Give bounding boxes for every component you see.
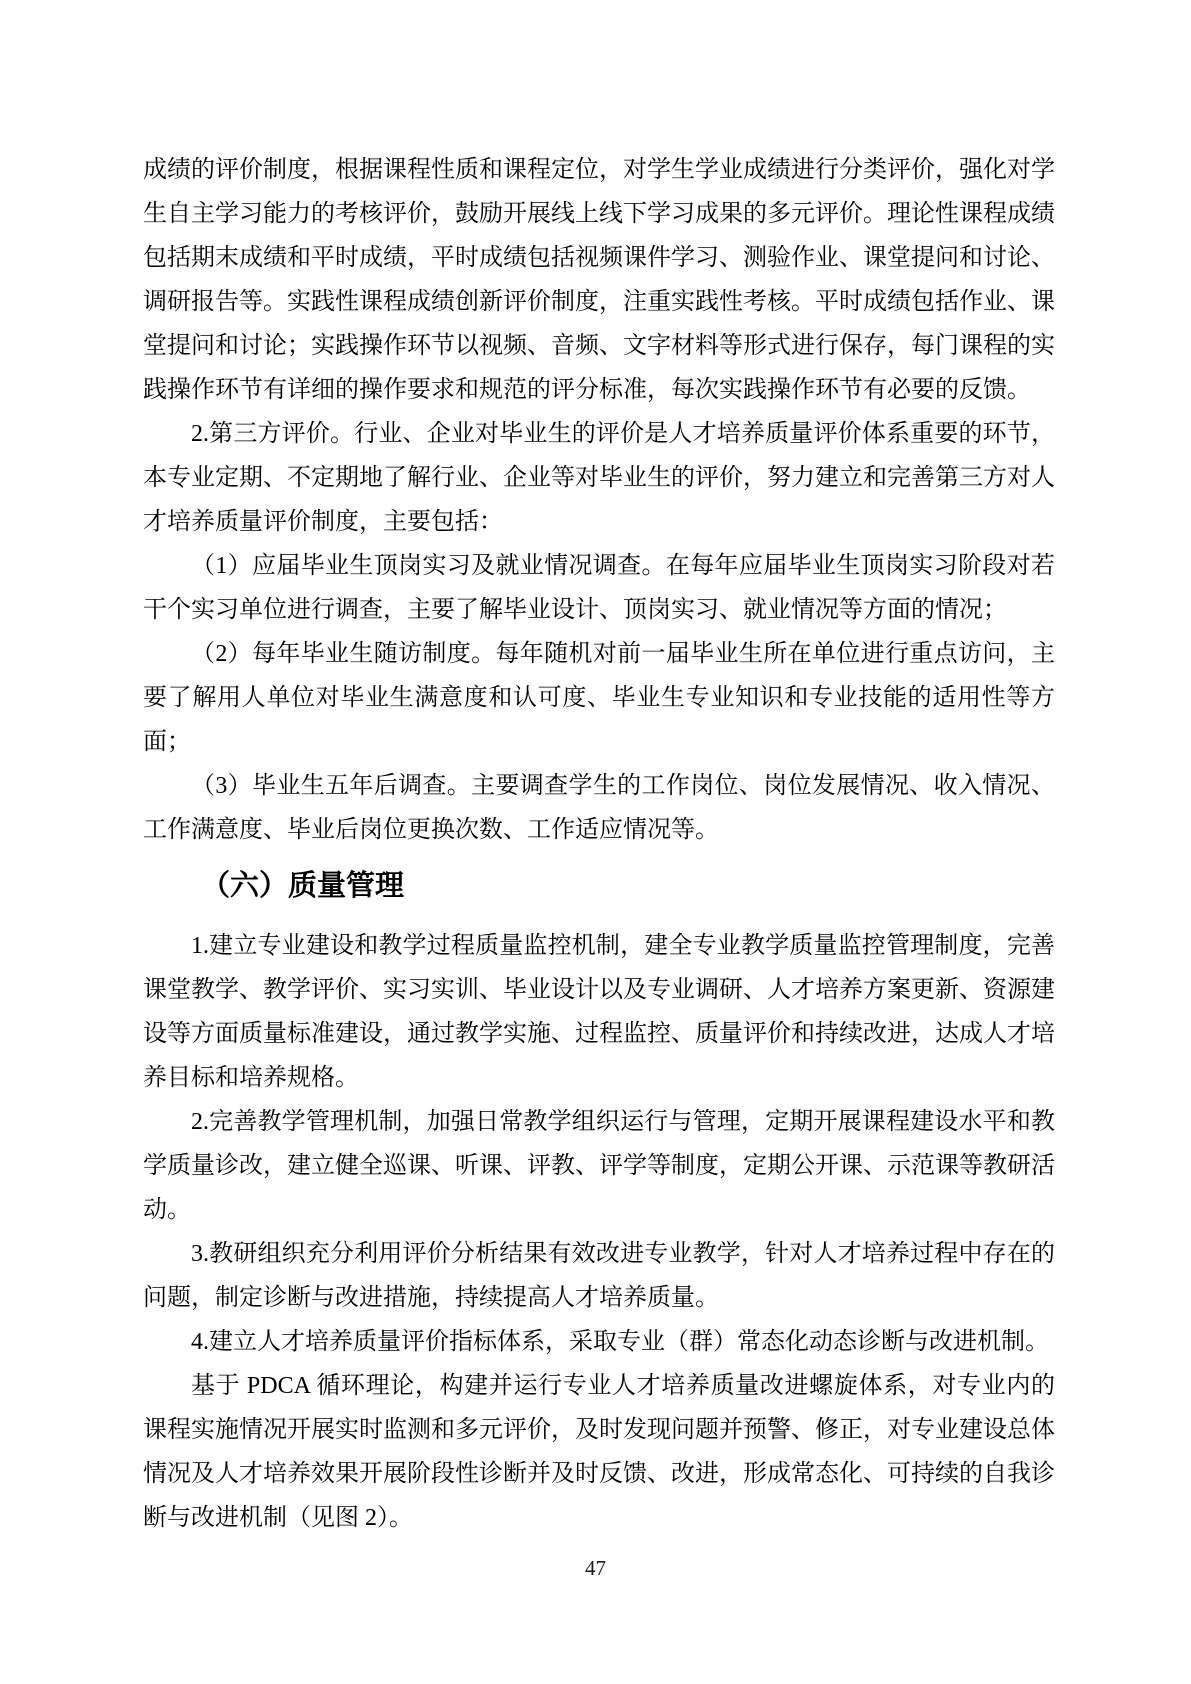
paragraph-grade-evaluation-continuation: 成绩的评价制度，根据课程性质和课程定位，对学生学业成绩进行分类评价，强化对学生自主学习能力的考核评价，鼓励开展线上线下学习成果的多元评价。理论性课程成绩包括期末成绩和平时成绩，平时成绩包括视频课件学习、测验作业、课堂提问和讨论、调研报告等。实践性课程成绩创新评价制度，注重实践性考核。平时成绩包括作业、课堂提问和讨论；实践操作环节以视频、音频、文字材料等形式进行保存，每门课程的实践操作环节有详细的操作要求和规范的评分标准，每次实践操作环节有必要的反馈。 [143,157,1055,403]
paragraph-quality-3-research-improvement: 3.教研组织充分利用评价分析结果有效改进专业教学，针对人才培养过程中存在的问题，制定诊断与改进措施，持续提高人才培养质量。 [143,1241,1055,1311]
content-area [143,148,1055,1540]
section-heading-quality-management: （六）质量管理 [201,870,405,902]
paragraph-quality-1-monitoring: 1.建立专业建设和教学过程质量监控机制，建全专业教学质量监控管理制度，完善课堂教学、教学评价、实习实训、毕业设计以及专业调研、人才培养方案更新、资源建设等方面质量标准建设，通过教学实施、过程监控、质量评价和持续改进，达成人才培养目标和培养规格。 [143,933,1055,1091]
page-number: 47 [585,1556,606,1580]
paragraph-survey-item-3: （3）毕业生五年后调查。主要调查学生的工作岗位、岗位发展情况、收入情况、工作满意度、毕业后岗位更换次数、工作适应情况等。 [143,773,1055,843]
paragraph-third-party-evaluation: 2.第三方评价。行业、企业对毕业生的评价是人才培养质量评价体系重要的环节，本专业定期、不定期地了解行业、企业等对毕业生的评价，努力建立和完善第三方对人才培养质量评价制度，主要包括： [143,421,1055,535]
paragraph-quality-2-teaching-management: 2.完善教学管理机制，加强日常教学组织运行与管理，定期开展课程建设水平和教学质量诊改，建立健全巡课、听课、评教、评学等制度，定期公开课、示范课等教研活动。 [143,1109,1055,1223]
paragraph-survey-item-1: （1）应届毕业生顶岗实习及就业情况调查。在每年应届毕业生顶岗实习阶段对若干个实习单位进行调查，主要了解毕业设计、顶岗实习、就业情况等方面的情况； [143,553,1055,623]
paragraph-pdca-cycle: 基于 PDCA 循环理论，构建并运行专业人才培养质量改进螺旋体系，对专业内的课程实施情况开展实时监测和多元评价，及时发现问题并预警、修正，对专业建设总体情况及人才培养效果开展阶段性诊断并及时反馈、改进，形成常态化、可持续的自我诊断与改进机制（见图 2）。 [143,1373,1055,1531]
paragraph-survey-item-2: （2）每年毕业生随访制度。每年随机对前一届毕业生所在单位进行重点访问，主要了解用人单位对毕业生满意度和认可度、毕业生专业知识和专业技能的适用性等方面； [143,641,1055,755]
paragraph-quality-4-indicator-system: 4.建立人才培养质量评价指标体系，采取专业（群）常态化动态诊断与改进机制。 [191,1329,1049,1355]
